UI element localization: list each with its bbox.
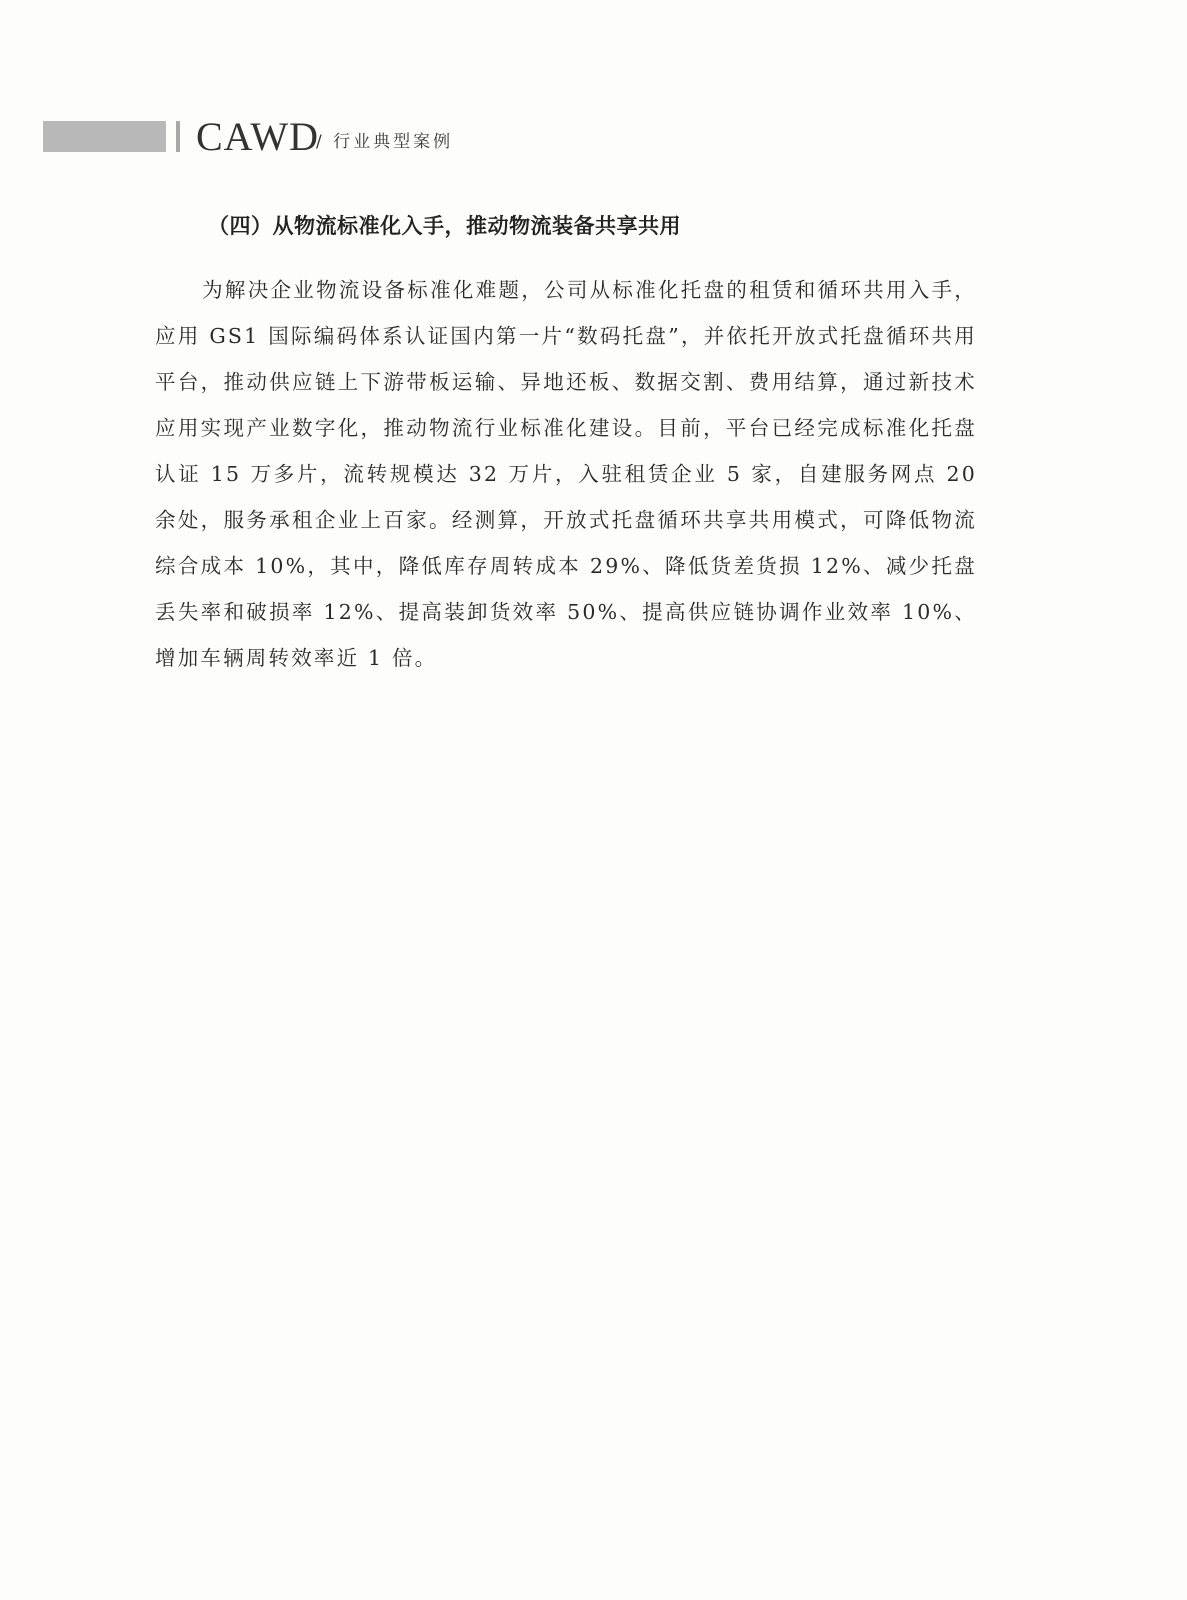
header-decor-bar (43, 121, 166, 152)
section-label: / 行业典型案例 (316, 132, 454, 152)
body-paragraph: 为解决企业物流设备标准化难题，公司从标准化托盘的租赁和循环共用入手，应用 GS1 国际编码体系认证国内第一片“数码托盘”，并依托开放式托盘循环共用平台，推动供应链上下游带板运输、异地还板、数据交割、费用结算，通过新技术应用实现产业数字化，推动物流行业标准化建设。目前，平台已经完成标准化托盘认证 15 万多片，流转规模达 32 万片，入驻租赁企业 5 家，自建服务网点 20 余处，服务承租企业上百家。经测算，开放式托盘循环共享共用模式，可降低物流综合成本 10%，其中，降低库存周转成本 29%、降低货差货损 12%、减少托盘丢失率和破损率 12%、提高装卸货效率 50%、提高供应链协调作业效率 10%、增加车辆周转效率近 1 倍。 (155, 278, 977, 670)
brand-logo-text: CAWD (196, 114, 320, 159)
header-divider (176, 121, 180, 152)
section-heading: （四）从物流标准化入手，推动物流装备共享共用 (208, 214, 681, 238)
